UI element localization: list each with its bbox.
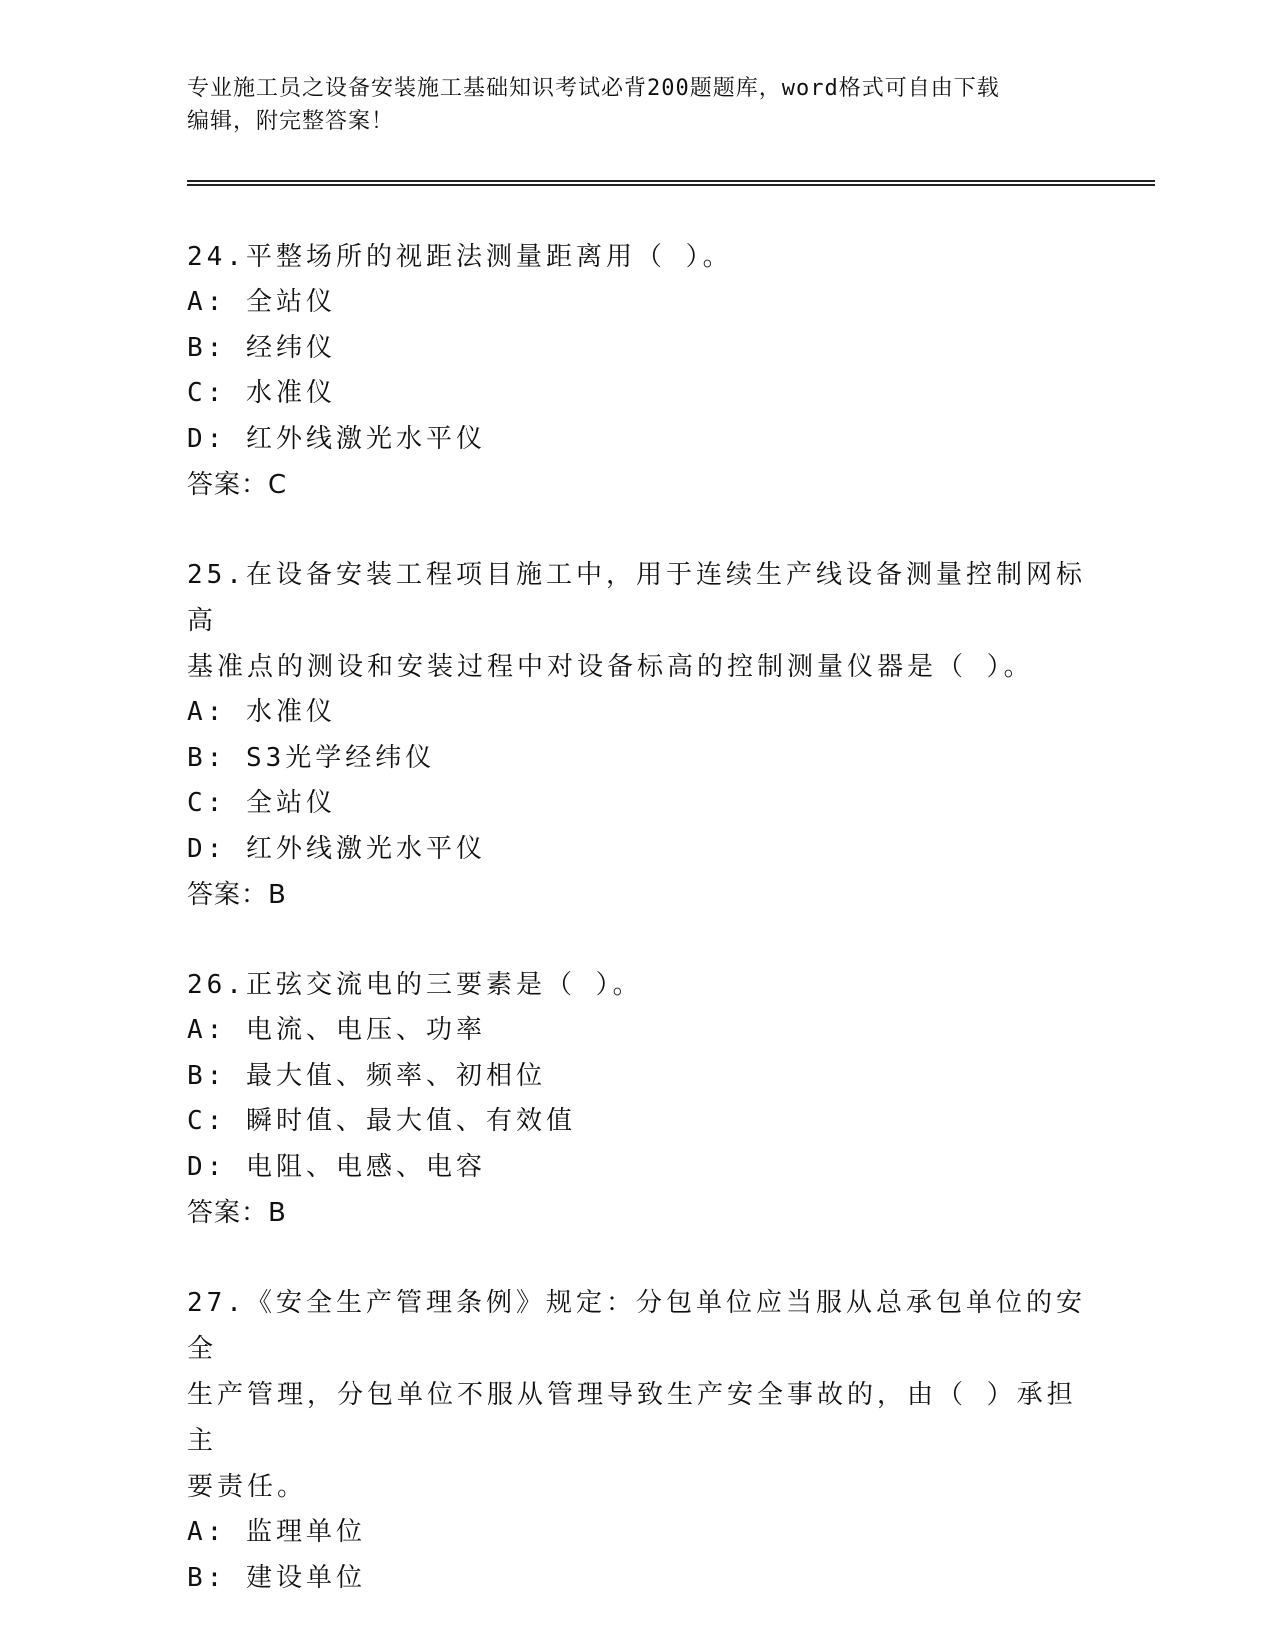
- header-line-1: 专业施工员之设备安装施工基础知识考试必背200题题库，word格式可自由下载: [187, 76, 1000, 101]
- option-b: B: 建设单位: [187, 1562, 366, 1593]
- answer: 答案：C: [187, 470, 288, 500]
- option-b: B: S3光学经纬仪: [187, 742, 436, 773]
- question-title-line-3: 要责任。: [187, 1472, 308, 1502]
- option-b: B: 经纬仪: [187, 332, 336, 363]
- question-list: [187, 234, 1087, 1645]
- option-a: A: 电流、电压、功率: [187, 1015, 486, 1045]
- option-a: A: 监理单位: [187, 1517, 366, 1547]
- option-d: D: 红外线激光水平仪: [187, 833, 486, 864]
- question-25: [187, 552, 1087, 918]
- header-line-2: 编辑，附完整答案！: [187, 109, 395, 134]
- question-27: [187, 1280, 1087, 1601]
- option-d: D: 电阻、电感、电容: [187, 1151, 486, 1182]
- question-title-line-2: 基准点的测设和安装过程中对设备标高的控制测量仪器是（ ）。: [187, 652, 1034, 682]
- answer: 答案：B: [187, 1198, 287, 1228]
- option-a: A: 全站仪: [187, 287, 336, 317]
- document-header: [187, 72, 1077, 138]
- option-c: C: 瞬时值、最大值、有效值: [187, 1106, 576, 1136]
- question-title-line-1: 25.在设备安装工程项目施工中，用于连续生产线设备测量控制网标高: [187, 560, 1086, 636]
- header-divider-bottom: [187, 184, 1155, 186]
- option-b: B: 最大值、频率、初相位: [187, 1060, 546, 1091]
- question-title: 24.平整场所的视距法测量距离用（ ）。: [187, 242, 733, 272]
- header-divider-top: [187, 180, 1155, 182]
- option-c: C: 水准仪: [187, 378, 336, 408]
- question-24: [187, 234, 1087, 508]
- question-26: [187, 962, 1087, 1236]
- option-d: D: 红外线激光水平仪: [187, 423, 486, 454]
- question-title-line-2: 生产管理，分包单位不服从管理导致生产安全事故的，由（ ）承担主: [187, 1380, 1077, 1456]
- answer: 答案：B: [187, 880, 287, 910]
- question-title-line-1: 27.《安全生产管理条例》规定：分包单位应当服从总承包单位的安全: [187, 1288, 1086, 1364]
- option-c: C: 全站仪: [187, 788, 336, 818]
- option-a: A: 水准仪: [187, 697, 336, 727]
- question-title: 26.正弦交流电的三要素是（ ）。: [187, 970, 643, 1000]
